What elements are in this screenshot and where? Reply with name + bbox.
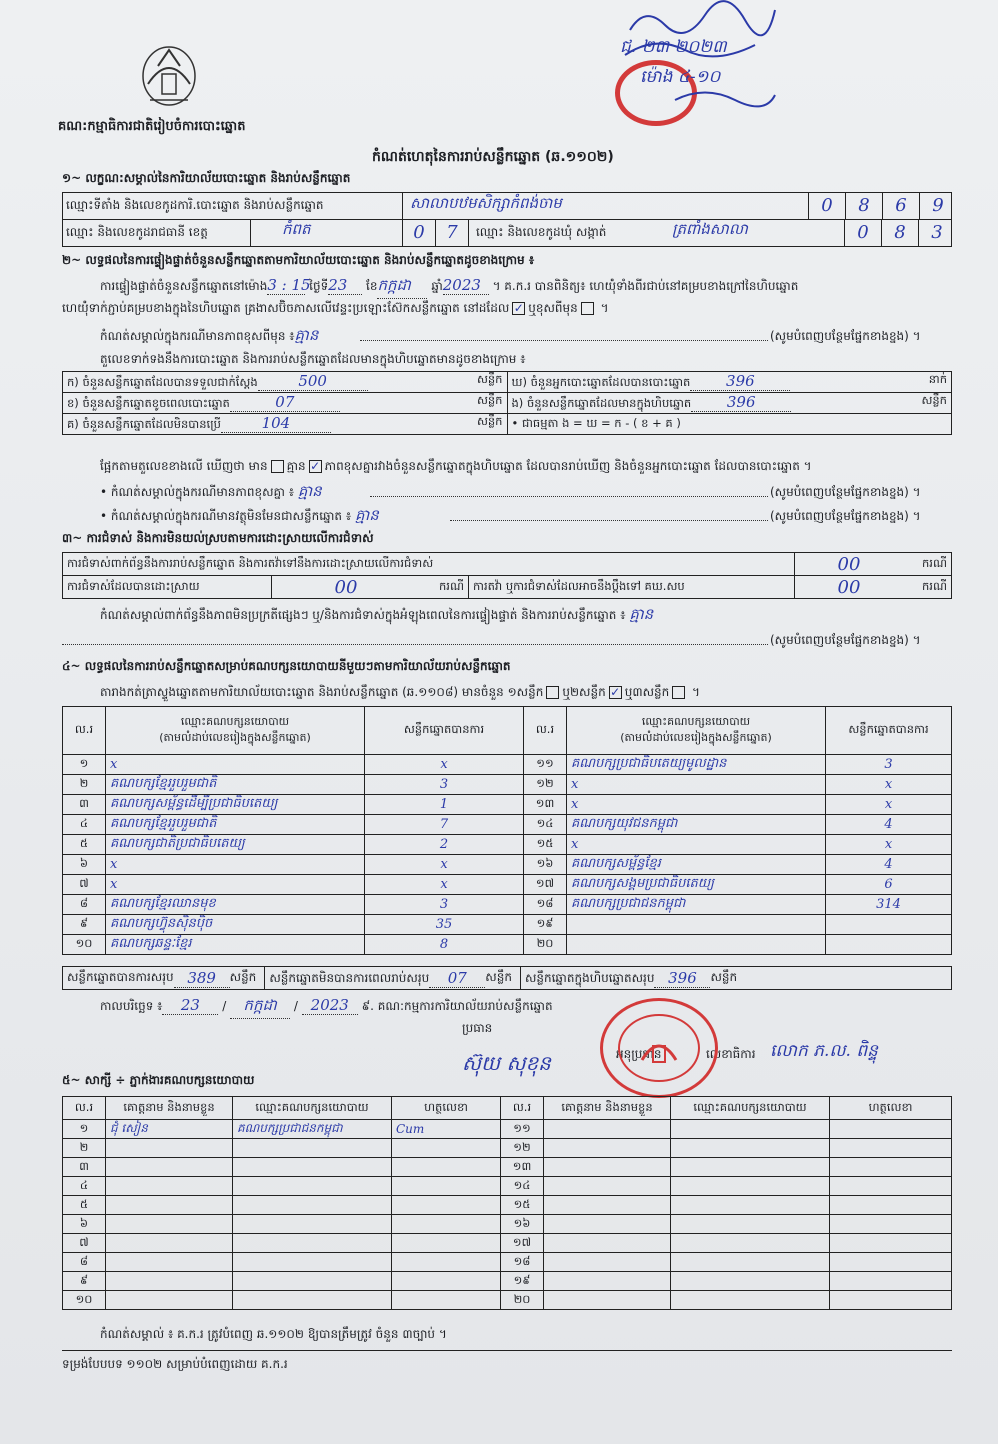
result-votes: 2 xyxy=(439,837,449,852)
witness-row xyxy=(63,1196,952,1215)
s2-heading: ២~ លទ្ធផលនៃការផ្ទៀងផ្ទាត់ចំនួនសន្លឹកឆ្នោតតាមការិយាល័យបោះឆ្នោត និងរាប់សន្លឹកឆ្នោតដូចខាងក្រោម ៖ xyxy=(62,253,535,267)
witness-row xyxy=(63,1215,952,1234)
result-row xyxy=(63,915,952,935)
result-row xyxy=(63,875,952,895)
witness-no: ១១ xyxy=(513,1120,531,1135)
witness-no: ៣ xyxy=(79,1158,89,1173)
result-row xyxy=(63,855,952,875)
witness-row xyxy=(63,1253,952,1272)
s4-member-label: អនុប្រធាន xyxy=(616,1047,662,1061)
s2-fill-note-2: (សូមបំពេញបន្ថែមផ្នែកខាងខ្នង) ។ xyxy=(770,485,921,499)
result-no: ១៨ xyxy=(536,896,554,910)
result-votes: 4 xyxy=(884,857,893,872)
s2-count-row: ខ) ចំនួនសន្លឹកឆ្នោតខូចពេលបោះឆ្នោត 07 សន្លឹក ង) ចំនួនសន្លឹកឆ្នោតដែលមានក្នុងហិបឆ្នោត 396 សន្លឹក xyxy=(63,393,952,414)
s4-results-table: ល.រ ឈ្មោះគណបក្សនយោបាយ (តាមលំដាប់លេខរៀងក្នុងសន្លឹកឆ្នោត) សន្លឹកឆ្នោតបានការ ល.រ ឈ្មោះគណបក្សនយោបាយ (តាមលំដាប់លេខរៀងក្នុងសន្លឹកឆ្នោត) សន្លឹកឆ្នោតបានការ ១ x x ១១ គណបក្សប្រជាធិបតេយ្យមូលដ្ឋាន 3 ២ គណបក្សខ្មែររួបរួមជាតិ 3 ១២ x x ៣ គណបក្សសម្ព័ន្ធដើម្បីប្រជាធិបតេយ្យ 1 ១៣ x x ៤ គណបក្សខ្មែររួបរួមជាតិ 7 ១៤ គណបក្សយុវជនកម្ពុជា 4 ៥ គណបក្សជាតិប្រជាធិបតេយ្យ 2 ១៥ x x ៦ x x ១៦ គណបក្សសម្ព័ន្ធខ្មែរ 4 ៧ x x ១៧ គណបក្សសង្គមប្រជាធិបតេយ្យ 6 ៨ គណបក្សខ្មែរឈានមុខ 3 ១៨ គណបក្សប្រជាជនកម្ពុជា 314 ៩ គណបក្សហ៊្វុនស៊ិនប៉ិច 35 ១៩ ១០ គណបក្សឆន្ទៈខ្មែរ 8 ២០ xyxy=(62,706,952,955)
result-party: គណបក្សជាតិប្រជាធិបតេយ្យ xyxy=(110,836,245,851)
s4-secretary-signature: លោក ភ.ល. ពិន្ទុ xyxy=(770,1041,878,1061)
witness-no: ១ xyxy=(79,1120,89,1135)
result-votes: x xyxy=(440,757,448,772)
s5-footer-note: កំណត់សម្គាល់ ៖ គ.ក.រ ត្រូវបំពេញ ឆ.១១០២ ឱ្យបានត្រឹមត្រូវ ចំនួន ៣ច្បាប់ ។ xyxy=(100,1327,447,1341)
s2-count-row: ក) ចំនួនសន្លឹកឆ្នោតដែលបានទទួលជាក់ស្ដែង 500 សន្លឹក ឃ) ចំនួនអ្នកបោះឆ្នោតដែលបានបោះឆ្នោត 396 នាក់ xyxy=(63,372,952,393)
witness-no: ១៥ xyxy=(513,1196,531,1211)
two-sheet-checkbox[interactable]: ✓ xyxy=(610,685,621,699)
s3-note: កំណត់សម្គាល់ពាក់ព័ន្ធនឹងភាពមិនប្រក្រតីផ្សេងៗ ឬ/និងការជំទាស់ក្នុងអំឡុងពេលនៃការផ្ទៀងផ្ទាត់ និងការរាប់សន្លឹកឆ្នោត ៖ គ្មាន xyxy=(100,605,654,623)
result-party: x xyxy=(571,797,579,812)
witness-no: ៤ xyxy=(79,1177,89,1192)
witness-no: ១៦ xyxy=(513,1215,531,1230)
s1-heading: ១~ លក្ខណ:សម្គាល់នៃការិយាល័យបោះឆ្នោត និងរាប់សន្លឹកឆ្នោត xyxy=(62,171,351,185)
same-checkbox[interactable]: ✓ xyxy=(513,301,524,315)
result-votes: 4 xyxy=(884,817,893,832)
witness-row xyxy=(63,1120,952,1139)
has-diff-checkbox[interactable] xyxy=(271,460,284,473)
witness-no: ១០ xyxy=(75,1291,93,1306)
result-row xyxy=(63,755,952,775)
s3-heading: ៣~ ការជំទាស់ និងការមិនយល់ស្របតាមការដោះស្រាយលើការជំទាស់ xyxy=(62,531,374,545)
s4-chair-signature: ស៊ុយ សុខុន xyxy=(462,1051,551,1075)
result-party: គណបក្សប្រជាជនកម្ពុជា xyxy=(571,896,686,911)
witness-no: ៩ xyxy=(79,1272,89,1287)
result-votes: x xyxy=(884,797,893,812)
result-votes: 3 xyxy=(884,757,893,772)
s2-bullet1: • កំណត់សម្គាល់ក្នុងករណីមានភាពខុសគ្នា ៖ គ្មាន xyxy=(100,482,322,500)
result-party: គណបក្សខ្មែរឈានមុខ xyxy=(110,896,216,911)
result-party: គណបក្សខ្មែររួបរួមជាតិ xyxy=(110,776,217,791)
result-no: ១៥ xyxy=(536,836,554,850)
result-votes: x xyxy=(440,857,448,872)
s3-table: ការជំទាស់ពាក់ព័ន្ធនឹងការរាប់សន្លឹកឆ្នោត និងការតវ៉ាទៅនឹងការដោះស្រាយលើការជំទាស់ 00 ករណី ការជំទាស់ដែលបានដោះស្រាយ 00 ករណី ការតវ៉ា ឬការជំទាស់ដែលអាចនឹងប្ដឹងទៅ គឃ.សប 00 ករណី xyxy=(62,552,952,599)
witness-row xyxy=(63,1139,952,1158)
result-no: ១៩ xyxy=(536,916,554,930)
result-no: ២០ xyxy=(536,936,554,950)
s2-line3: កំណត់សម្គាល់ក្នុងករណីមានភាពខុសពីមុន ៖គ្មាន xyxy=(100,326,319,344)
result-row xyxy=(63,795,952,815)
emblem-icon xyxy=(140,44,198,108)
witness-no: ២០ xyxy=(513,1291,531,1306)
witness-no: ១៨ xyxy=(513,1253,531,1268)
stamp-hw-date: ជ. ២៣ ២០២៣ xyxy=(620,37,727,57)
witness-row xyxy=(63,1291,952,1310)
s2-counts-table xyxy=(62,371,952,435)
result-no: ១៦ xyxy=(536,856,554,870)
result-party: x xyxy=(571,777,579,792)
result-no: ១ xyxy=(79,756,89,770)
s2-after1: ផ្អែកតាមតួលេខខាងលើ ឃើញថា មាន គ្មាន ✓ ភាពខុសគ្នារវាងចំនួនសន្លឹកឆ្នោតក្នុងហិបឆ្នោត ដែលបានរាប់ឃើញ និងចំនួនអ្នកបោះឆ្នោត ដែលបានបោះឆ្នោត ។ xyxy=(100,459,812,473)
s1-row2-code2: 0 8 3 xyxy=(844,219,955,247)
result-votes: 1 xyxy=(439,797,449,812)
result-row xyxy=(63,775,952,795)
result-no: ១៣ xyxy=(535,796,555,810)
s1-row2-label2: ឈ្មោះ និងលេខកូដឃុំ សង្កាត់ xyxy=(476,225,607,239)
s4-date: កាលបរិច្ឆេទ ៖ 23 / កក្កដា / 2023 ៩. គណ:កម្មការការិយាល័យរាប់សន្លឹកឆ្នោត xyxy=(100,996,553,1019)
witness-no: ៥ xyxy=(79,1196,89,1211)
result-party: x xyxy=(110,757,118,772)
result-no: ៣ xyxy=(79,796,89,810)
s4-totals: សន្លឹកឆ្នោតបានការសរុប 389 សន្លឹក សន្លឹកឆ្នោតមិនបានការពេលរាប់សរុប 07 សន្លឹក សន្លឹកឆ្នោតក្នុងហិបឆ្នោតសរុប 396 សន្លឹក xyxy=(62,966,952,990)
result-party: គណបក្សខ្មែររួបរួមជាតិ xyxy=(110,816,217,831)
result-party: x xyxy=(571,837,579,852)
s2-line2: ហេយ៉ុំទាក់ភ្ជាប់គម្របខាងក្នុងនៃហិបឆ្នោត គ្រងាសប៊ិចភាសលើវេន្ទះប្រឡោះស៊ែកសន្លឹកឆ្នោត នៅដដែល ✓ ឬខុសពីមុន ។ xyxy=(62,301,609,315)
witness-name: ជុំ សៀន xyxy=(110,1121,148,1135)
result-no: ២ xyxy=(79,776,89,790)
result-party: x xyxy=(110,857,118,872)
result-party: គណបក្សហ៊្វុនស៊ិនប៉ិច xyxy=(110,916,213,931)
s2-bullet2: • កំណត់សម្គាល់ក្នុងករណីមានវត្ថុមិនមែនជាសន្លឹកឆ្នោត ៖ គ្មាន xyxy=(100,506,379,524)
result-party: គណបក្សយុវជនកម្ពុជា xyxy=(571,816,678,831)
one-sheet-checkbox[interactable] xyxy=(546,686,559,699)
org-name: គណ:កម្មាធិការជាតិរៀបចំការបោះឆ្នោត xyxy=(58,119,246,134)
result-party: គណបក្សសម្ព័ន្ធដើម្បីប្រជាធិបតេយ្យ xyxy=(110,796,278,811)
stamp-hw-time: ម៉ោង ៤-១០ xyxy=(640,67,721,87)
witness-signature: Cum xyxy=(396,1122,425,1136)
result-row xyxy=(63,835,952,855)
no-diff-checkbox[interactable]: ✓ xyxy=(310,459,321,473)
witness-party: គណបក្សប្រជាជនកម្ពុជា xyxy=(237,1121,343,1135)
witness-no: ២ xyxy=(79,1139,89,1154)
witness-no: ១៧ xyxy=(512,1234,532,1249)
s2-fill-note-1: (សូមបំពេញបន្ថែមផ្នែកខាងខ្នង) ។ xyxy=(770,329,921,343)
witness-no: ៨ xyxy=(79,1253,89,1268)
s4-chair-label: ប្រធាន xyxy=(462,1021,493,1035)
result-no: ១៤ xyxy=(536,816,554,830)
result-no: ៧ xyxy=(79,876,89,890)
result-row xyxy=(63,895,952,915)
result-no: ១០ xyxy=(75,936,93,950)
result-no: ៦ xyxy=(79,856,89,870)
witness-no: ៦ xyxy=(79,1215,89,1230)
result-votes: 7 xyxy=(439,817,449,832)
result-party: គណបក្សសម្ព័ន្ធខ្មែរ xyxy=(571,856,661,871)
result-votes: 3 xyxy=(439,777,449,792)
result-no: ១២ xyxy=(536,776,554,790)
witness-row xyxy=(63,1177,952,1196)
s4-heading: ៤~ លទ្ធផលនៃការរាប់សន្លឹកឆ្នោតសម្រាប់គណបក្សនយោបាយនីមួយៗតាមការិយាល័យរាប់សន្លឹកឆ្នោត xyxy=(62,659,511,673)
form-footer: ទម្រង់បែបបទ ១១០២ សម្រាប់បំពេញដោយ គ.ក.រ xyxy=(62,1357,288,1371)
s1-row2-value: កំពត xyxy=(282,220,311,238)
s3-fill-note: (សូមបំពេញបន្ថែមផ្នែកខាងខ្នង) ។ xyxy=(770,633,921,647)
form-title: កំណត់ហេតុនៃការរាប់សន្លឹកឆ្នោត (ឆ.១១០២) xyxy=(372,149,614,165)
result-votes: 8 xyxy=(439,937,449,952)
different-checkbox[interactable] xyxy=(581,302,594,315)
witness-row xyxy=(63,1234,952,1253)
s2-fill-note-3: (សូមបំពេញបន្ថែមផ្នែកខាងខ្នង) ។ xyxy=(770,509,921,523)
s4-sub: តារាងកត់ត្រាស្ទួងឆ្នោតតាមការិយាល័យបោះឆ្នោត និងរាប់សន្លឹកឆ្នោត (ឆ.១១០៨) មានចំនួន ១សន្លឹក ឬ២សន្លឹក ✓ ឬ៣សន្លឹក ។ xyxy=(100,685,700,699)
witness-no: ១៤ xyxy=(513,1177,531,1192)
result-party: គណបក្សឆន្ទៈខ្មែរ xyxy=(110,936,192,951)
result-row xyxy=(63,935,952,955)
result-no: ៥ xyxy=(79,836,89,850)
result-votes: 3 xyxy=(439,897,449,912)
result-no: ៩ xyxy=(79,916,89,930)
result-no: ៨ xyxy=(79,896,89,910)
witness-no: ១២ xyxy=(513,1139,531,1154)
s1-row2-value2: ត្រពាំងសាលា xyxy=(672,220,748,238)
result-votes: 6 xyxy=(884,877,893,892)
s2-count-row: គ) ចំនួនសន្លឹកឆ្នោតដែលមិនបានប្រើ 104 សន្លឹក • ជាធម្មតា ង = ឃ = ក - ( ខ + គ ) xyxy=(63,414,952,435)
s1-row1-code: 0 8 6 9 xyxy=(808,192,956,219)
result-votes: 35 xyxy=(435,917,453,932)
result-no: ១១ xyxy=(536,756,554,770)
witness-row xyxy=(63,1158,952,1177)
result-party: គណបក្សសង្គមប្រជាធិបតេយ្យ xyxy=(571,876,715,891)
s1-row2-label: ឈ្មោះ និងលេខកូដរាជធានី ខេត្ត xyxy=(66,225,208,239)
witness-row xyxy=(63,1272,952,1291)
s4-secretary-label: លេខាធិការ xyxy=(706,1047,756,1061)
result-votes: 314 xyxy=(876,897,901,912)
three-sheet-checkbox[interactable] xyxy=(672,686,685,699)
s5-witness-table: ល.រ គោត្តនាម និងនាមខ្លួន ឈ្មោះគណបក្សនយោបាយ ហត្ថលេខា ល.រ គោត្តនាម និងនាមខ្លួន ឈ្មោះគណបក្សនយោបាយ ហត្ថលេខា ១ ជុំ សៀន គណបក្សប្រជាជនកម្ពុជា Cum ១១ ២ ១២ ៣ ១៣ ៤ ១៤ ៥ ១៥ ៦ ១៦ ៧ ១៧ ៨ ១៨ ៩ ១៩ ១០ ២០ xyxy=(62,1096,952,1310)
s2-line4: តួលេខទាក់ទងនឹងការបោះឆ្នោត និងការរាប់សន្លឹកឆ្នោតដែលមានក្នុងហិបឆ្នោតមានដូចខាងក្រោម ៖ xyxy=(100,352,526,366)
s1-row2-code: 0 7 xyxy=(402,219,469,247)
s5-heading: ៥~ សាក្សី ÷ ភ្នាក់ងារគណបក្សនយោបាយ xyxy=(62,1073,255,1087)
witness-no: ១៣ xyxy=(512,1158,532,1173)
witness-no: ១៩ xyxy=(513,1272,531,1287)
result-party: x xyxy=(110,877,118,892)
result-votes: x xyxy=(884,777,893,792)
s2-line1: ការផ្ទៀងផ្ទាត់ចំនួនសន្លឹកឆ្នោតនៅម៉ោង3 : 15 ថ្ងៃទី23 ខែកក្កដា ឆ្នាំ2023 ។ គ.ក.រ បានពិនិត្យ៖ ហេយ៉ុំទាំងពីរជាប់នៅគម្របខាងក្រៅនៃហិបឆ្នោត xyxy=(100,276,798,299)
result-no: ១៧ xyxy=(535,876,555,890)
result-row xyxy=(63,815,952,835)
result-votes: x xyxy=(440,877,448,892)
seal-emblem-icon xyxy=(638,1030,680,1068)
result-votes: x xyxy=(884,837,893,852)
result-party: គណបក្សប្រជាធិបតេយ្យមូលដ្ឋាន xyxy=(571,756,727,771)
s1-row1-label: ឈ្មោះទីតាំង និងលេខកូដការិ.បោះឆ្នោត និងរាប់សន្លឹកឆ្នោត xyxy=(66,198,324,212)
witness-no: ៧ xyxy=(79,1234,89,1249)
s1-row1-value: សាលាបឋមសិក្សាកំពង់ចាម xyxy=(410,194,562,212)
result-no: ៤ xyxy=(79,816,89,830)
